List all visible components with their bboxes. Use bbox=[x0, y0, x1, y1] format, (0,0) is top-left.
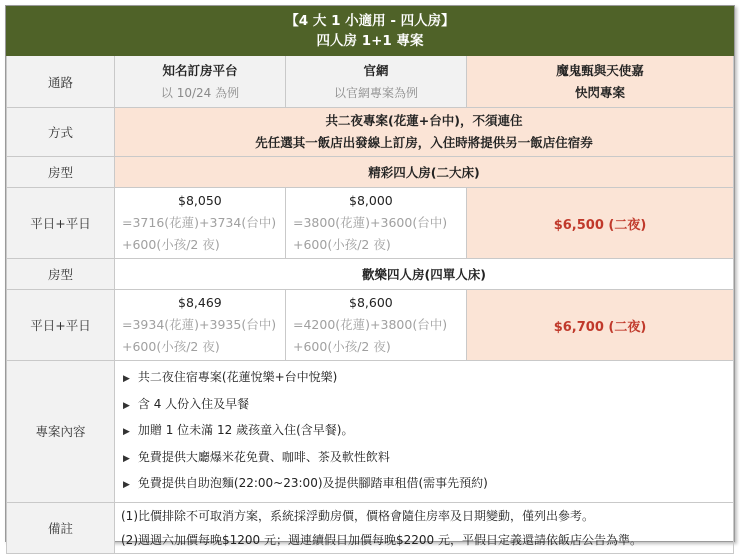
table-header bbox=[7, 7, 734, 56]
channel-flash-sale bbox=[467, 56, 734, 108]
price-total: $8,469 bbox=[178, 295, 222, 310]
price-detail: =3934(花蓮)+3935(台中) bbox=[122, 317, 277, 332]
price-row bbox=[7, 290, 734, 361]
price-cell bbox=[286, 188, 467, 259]
price-total: $8,050 bbox=[178, 193, 222, 208]
channel-row bbox=[7, 56, 734, 108]
note-line: (1)比價排除不可取消方案，系統採浮動房價，價格會隨住房率及日期變動，僅列出參考。 bbox=[121, 508, 595, 523]
bullet-icon: ▶ bbox=[123, 480, 130, 490]
price-cell bbox=[115, 290, 286, 361]
room-type-value: 精彩四人房(二大床) bbox=[115, 157, 734, 188]
method-row bbox=[7, 108, 734, 157]
pricing-table-frame bbox=[5, 5, 735, 547]
price-cell bbox=[115, 188, 286, 259]
channel-title: 官網 bbox=[363, 62, 389, 78]
content-list bbox=[115, 361, 733, 502]
price-detail: +600(小孩/2 夜) bbox=[122, 339, 220, 354]
flash-price: $6,700 (二夜) bbox=[467, 290, 734, 361]
channel-subtitle: 以官網專案為例 bbox=[333, 85, 418, 100]
price-detail: +600(小孩/2 夜) bbox=[293, 339, 391, 354]
method-value bbox=[115, 108, 734, 157]
notes-row bbox=[7, 502, 734, 553]
list-item: ▶ 加贈 1 位未滿 12 歲孩童入住(含早餐)。 bbox=[123, 423, 354, 437]
price-cell bbox=[286, 290, 467, 361]
channel-official-site bbox=[286, 56, 467, 108]
channel-subtitle: 快閃專案 bbox=[574, 84, 625, 100]
room-type-label: 房型 bbox=[7, 157, 115, 188]
notes-value bbox=[115, 502, 734, 553]
flash-price: $6,500 (二夜) bbox=[467, 188, 734, 259]
room-type-row bbox=[7, 259, 734, 290]
channel-subtitle: 以 10/24 為例 bbox=[160, 85, 240, 100]
channel-booking-platform bbox=[115, 56, 286, 108]
content-value bbox=[115, 361, 734, 503]
date-label: 平日+平日 bbox=[7, 188, 115, 259]
room-type-label: 房型 bbox=[7, 259, 115, 290]
list-item: ▶ 含 4 人份入住及早餐 bbox=[123, 396, 250, 411]
method-line: 共二夜專案(花蓮+台中)，不須連住 bbox=[325, 113, 523, 128]
pricing-table bbox=[6, 6, 734, 554]
bullet-icon: ▶ bbox=[123, 453, 130, 464]
bullet-icon: ▶ bbox=[123, 427, 130, 437]
room-type-row bbox=[7, 157, 734, 188]
date-label: 平日+平日 bbox=[7, 290, 115, 361]
notes-label: 備註 bbox=[7, 502, 115, 553]
list-item: ▶ 共二夜住宿專案(花蓮悅樂+台中悅樂) bbox=[123, 370, 338, 384]
room-type-value: 歡樂四人房(四單人床) bbox=[115, 259, 734, 290]
content-label: 專案內容 bbox=[7, 361, 115, 503]
header-subtitle: 四人房 1+1 專案 bbox=[316, 33, 424, 49]
list-item: ▶ 免費提供自助泡麵(22:00~23:00)及提供腳踏車租借(需事先預約) bbox=[123, 476, 488, 490]
price-detail: +600(小孩/2 夜) bbox=[122, 237, 220, 252]
content-row bbox=[7, 361, 734, 503]
note-line: (2)週週六加價每晚$1200 元；週連續假日加價每晚$2200 元，平假日定義還請依飯店公告為準。 bbox=[121, 532, 642, 547]
channel-title: 魔鬼甄與天使嘉 bbox=[556, 62, 644, 78]
channel-label: 通路 bbox=[7, 56, 115, 108]
price-detail: +600(小孩/2 夜) bbox=[293, 237, 391, 252]
price-total: $8,000 bbox=[349, 193, 393, 208]
price-detail: =4200(花蓮)+3800(台中) bbox=[293, 317, 448, 332]
price-detail: =3716(花蓮)+3734(台中) bbox=[122, 215, 277, 230]
header-title: 【4 大 1 小適用 - 四人房】 bbox=[285, 13, 455, 29]
bullet-icon: ▶ bbox=[123, 374, 130, 384]
price-detail: =3800(花蓮)+3600(台中) bbox=[293, 215, 448, 230]
channel-title: 知名訂房平台 bbox=[162, 62, 238, 78]
method-label: 方式 bbox=[7, 108, 115, 157]
bullet-icon: ▶ bbox=[123, 400, 130, 411]
method-line: 先任選其一飯店出發線上訂房，入住時將提供另一飯店住宿券 bbox=[255, 135, 593, 150]
price-total: $8,600 bbox=[349, 295, 393, 310]
price-row bbox=[7, 188, 734, 259]
list-item: ▶ 免費提供大廳爆米花免費、咖啡、茶及軟性飲料 bbox=[123, 449, 390, 464]
